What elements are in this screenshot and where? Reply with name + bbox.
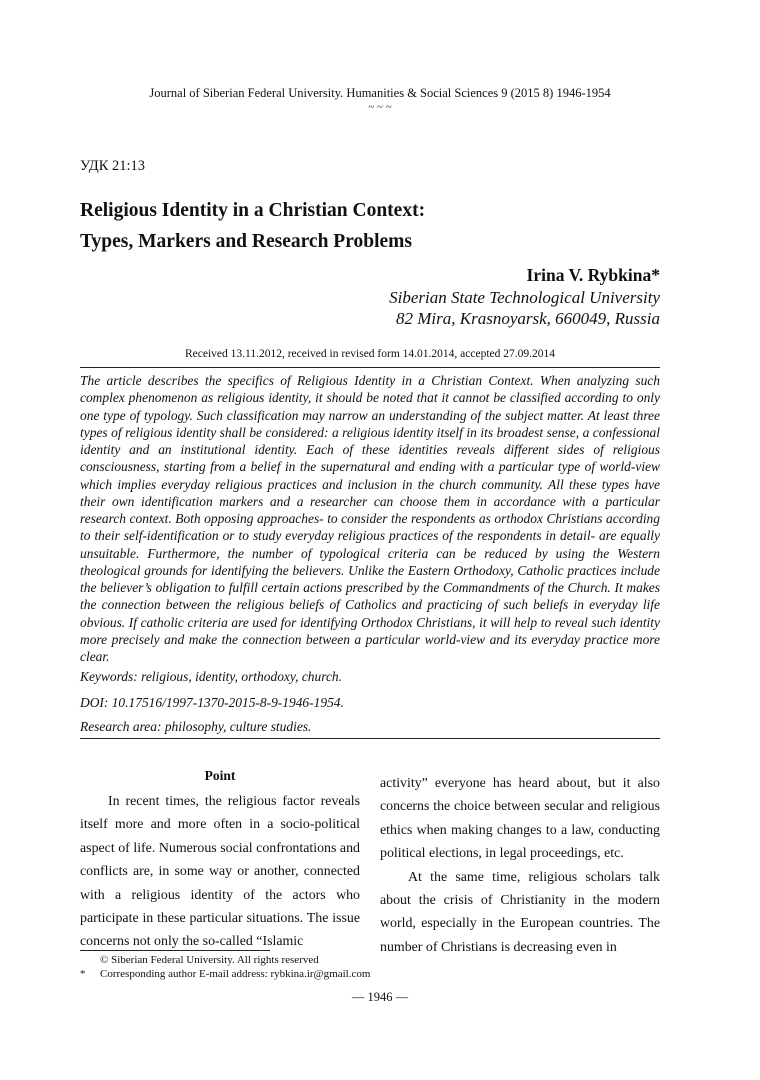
author-name: Irina V. Rybkina* [526,265,660,285]
udc-code: УДК 21:13 [80,158,146,174]
received-dates: Received 13.11.2012, received in revised form 14.01.2014, accepted 27.09.2014 [184,348,556,360]
body-paragraph: In recent times, the religious factor reveals itself more and more often in a socio-political aspect of life. Numerous social confrontations and conflicts are, in some way or another, connected with a religious identity of the actors who participate in these particular situations. The issue concerns not only the so-called “Islamic [80,794,360,950]
author-affiliation: Siberian State Technological University [389,287,660,307]
body-paragraph: activity” everyone has heard about, but it also concerns the choice between secular and religious ethics when making changes to a law, conducting political elections, in legal proceedings, etc. [380,776,660,862]
journal-header: Journal of Siberian Federal University. Humanities & Social Sciences 9 (2015 8) 1946-1954 [149,86,611,100]
body-column-right [380,772,660,959]
footnote-rule [80,950,270,951]
research-area: Research area: philosophy, culture studies. [80,719,312,734]
footnote-corresponding-author [80,967,370,981]
header-ornament: ~ ~ ~ [368,101,392,113]
footnote-asterisk: * [80,968,86,980]
title-line-1: Religious Identity in a Christian Context: [80,200,426,221]
footnote-copyright [80,953,319,967]
title-line-2: Types, Markers and Research Problems [80,231,413,252]
abstract-top-rule [80,367,660,368]
page-number: — 1946 — [351,990,409,1004]
article-title [80,195,680,257]
keywords: Keywords: religious, identity, orthodoxy, church. [80,669,342,684]
doi: DOI: 10.17516/1997-1370-2015-8-9-1946-1954. [80,695,344,710]
abstract-bottom-rule [80,738,660,739]
author-block [389,265,660,330]
abstract-text: The article describes the specifics of Religious Identity in a Christian Context. When analyzing such complex phenomenon as religious identity, it should be noted that it cannot be classified according to only one type of typology. Such classification may narrow an understanding of the subject matter. At least three types of religious identity shall be considered: a religious identity itself in its broadest sense, a confessional identity and an institutional identity. Each of these identities reveals different sides of religious consciousness, starting from a belief in the supernatural and ending with a particular type of world-view which implies everyday religious practices and inclusion in the church community. All these types have their own identification markers and a researcher can choose them in accordance with a particular research context. Both opposing approaches- to consider the respondents as orthodox Christians according to their self-identification or to study everyday religious practices of the respondents in detail- are equally unsuitable. Furthermore, the number of typological criteria can be reduced by using the Western theological grounds for identifying the believers. Unlike the Eastern Orthodoxy, Catholic practices include the believer’s obligation to fulfill certain actions prescribed by the Commandments of the Church. It makes the connection between the religious beliefs of Catholics and practicing of such beliefs in everyday life obvious. If catholic criteria are used for identifying Orthodox Christians, it will help to reveal such identity more precisely and make the connection between a particular world-view and its everyday practice more clear. [80,373,660,664]
corresponding-email-text: Corresponding author E-mail address: rybkina.ir@gmail.com [100,968,371,980]
copyright-text: © Siberian Federal University. All rights reserved [100,954,319,966]
body-paragraph: At the same time, religious scholars talk about the crisis of Christianity in the modern world, especially in the European countries. The number of Christians is decreasing even in [380,869,660,955]
section-heading: Point [204,768,236,783]
body-column-left [80,766,360,954]
author-address: 82 Mira, Krasnoyarsk, 660049, Russia [396,309,660,328]
